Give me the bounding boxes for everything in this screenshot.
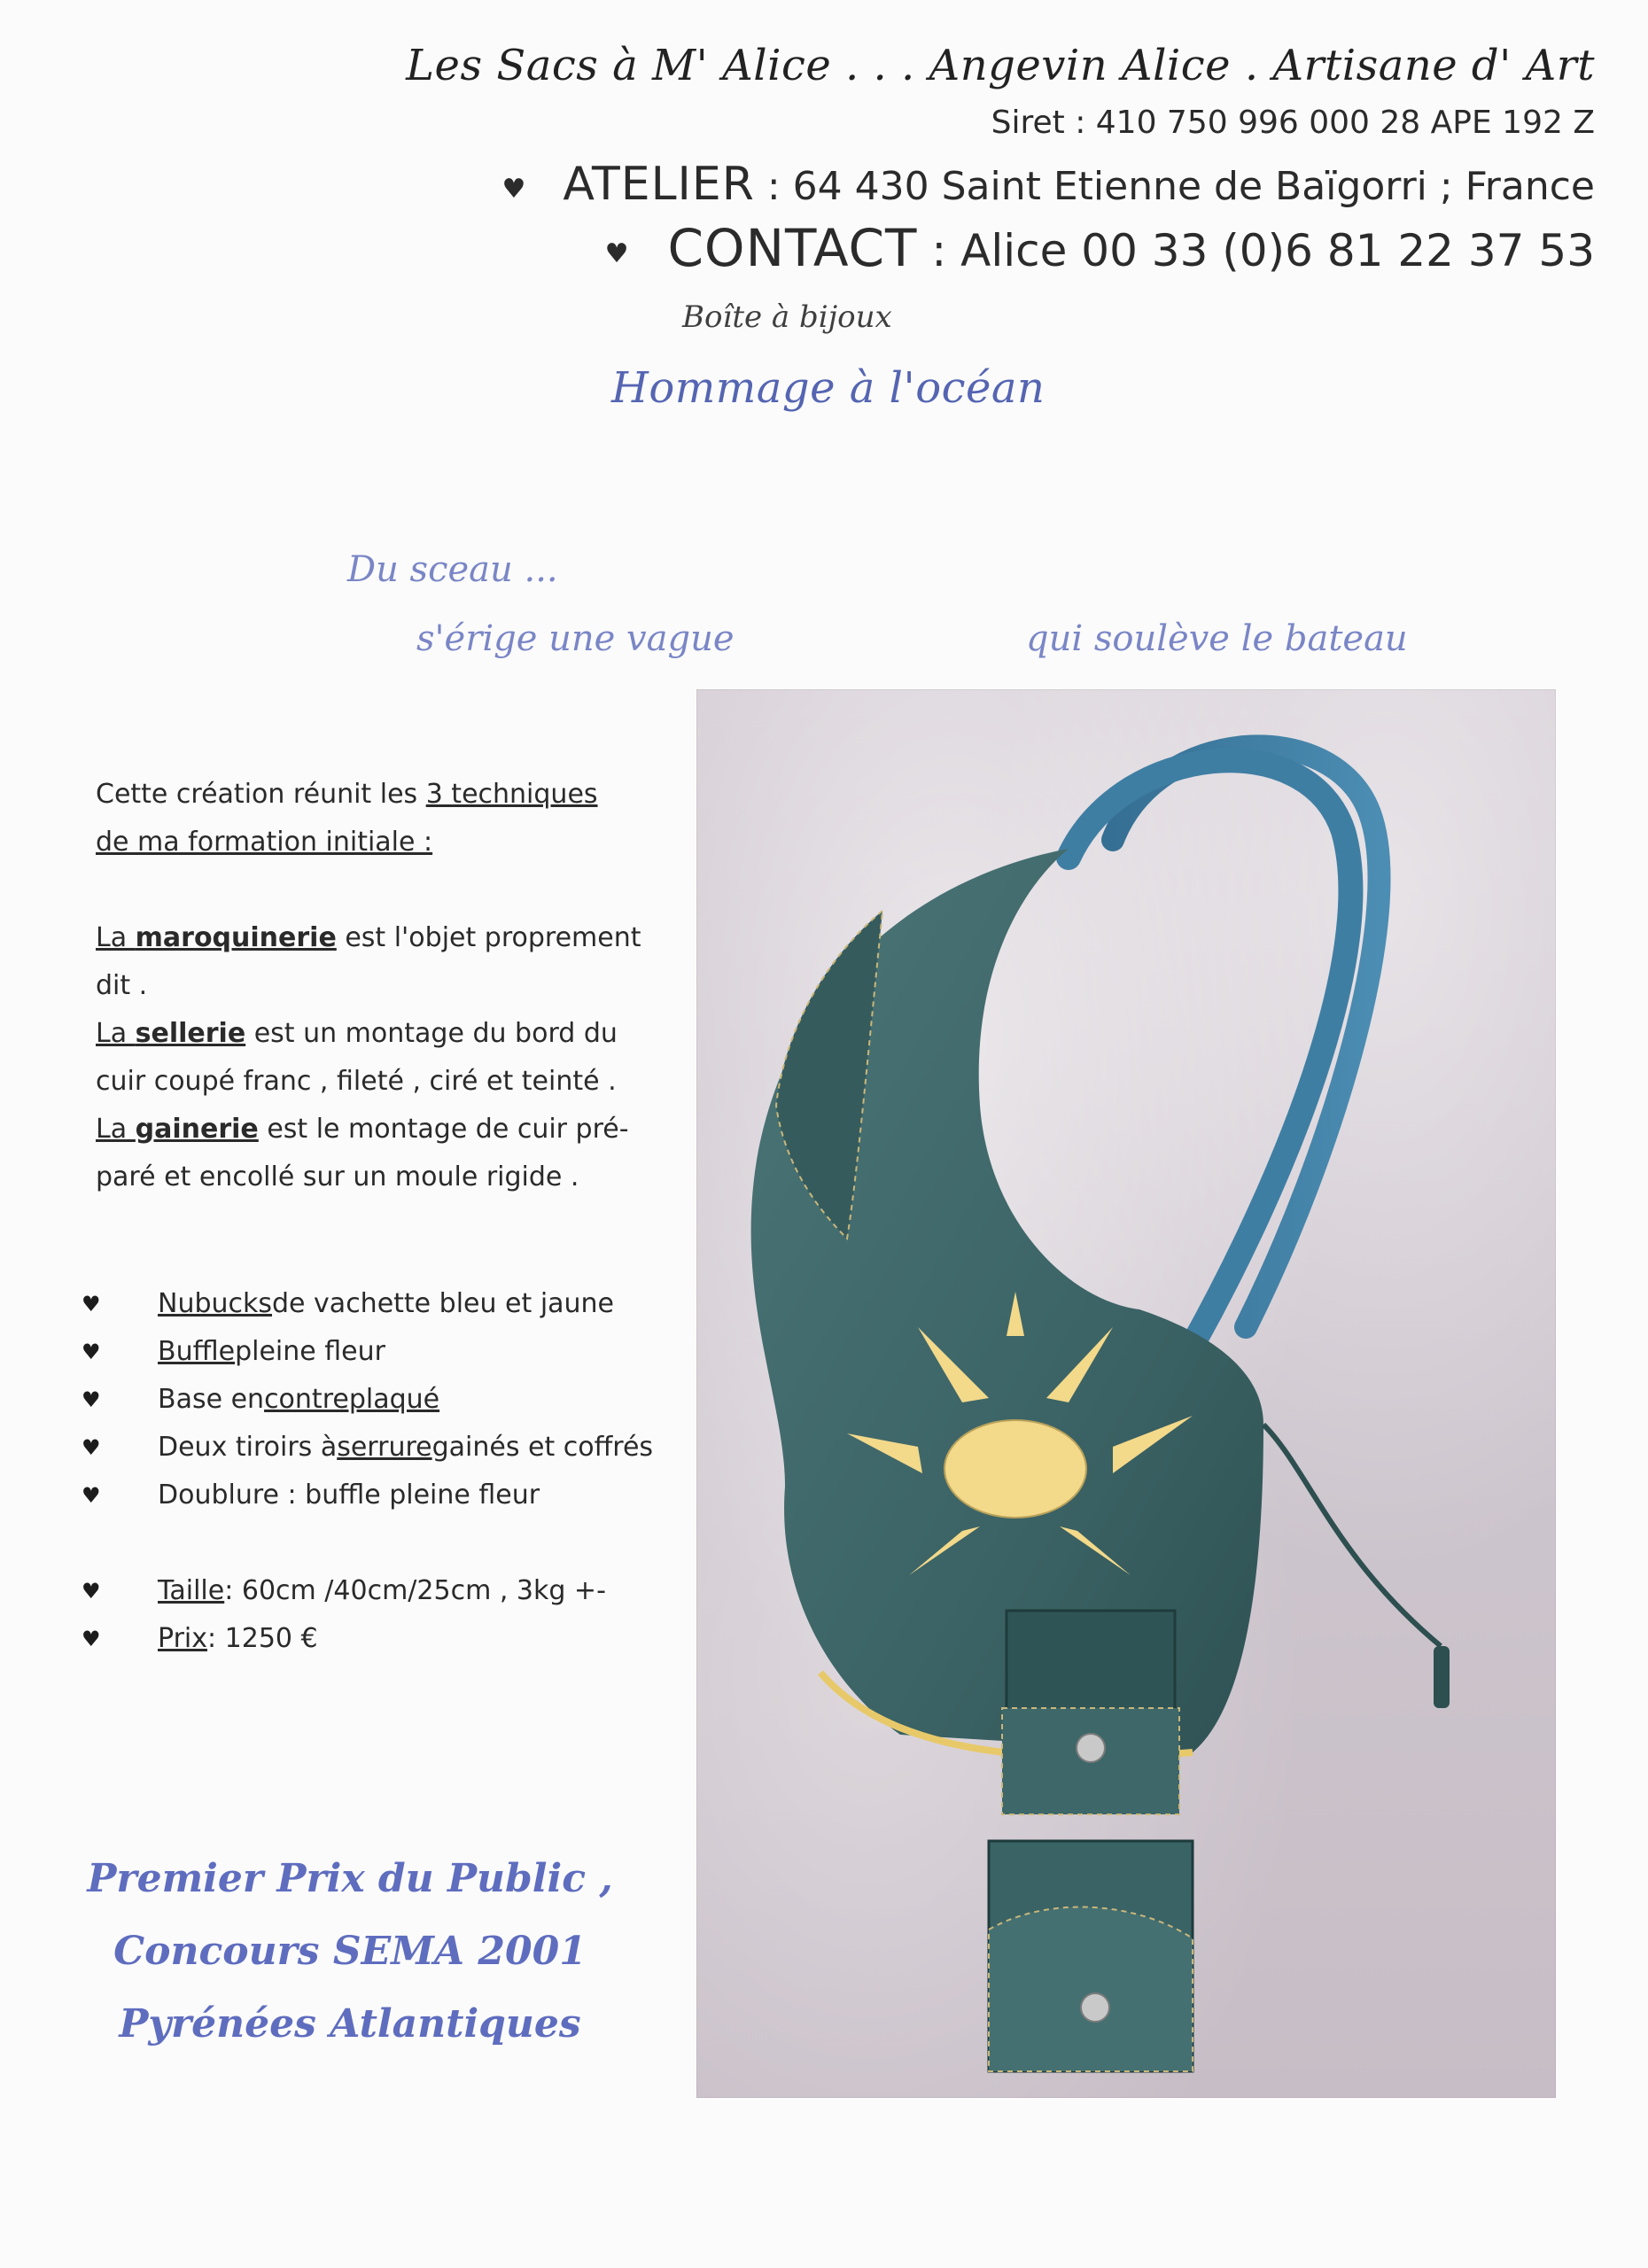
- award-line-1: Premier Prix du Public ,: [87, 1856, 613, 1901]
- intro-line-2: de ma formation initiale :: [96, 827, 433, 858]
- heart-bullet-icon: ♥: [501, 173, 526, 205]
- product-category: Boîte à bijoux: [682, 299, 892, 335]
- list-item: ♥ Nubucks de vachette bleu et jaune: [82, 1280, 653, 1328]
- contact-label: CONTACT: [667, 218, 918, 278]
- zipper-pull-icon: [1434, 1646, 1450, 1708]
- contact-phone: : Alice 00 33 (0)6 81 22 37 53: [931, 225, 1595, 276]
- price-spec: ♥ Prix : 1250 €: [82, 1615, 653, 1663]
- heart-bullet-icon: ♥: [82, 1387, 101, 1412]
- heart-bullet-icon: ♥: [82, 1483, 101, 1508]
- sellerie-term: sellerie: [135, 1018, 246, 1049]
- maroquinerie-line: La maroquinerie est l'objet proprement: [96, 922, 641, 953]
- intro-line-1: Cette création réunit les 3 techniques: [96, 779, 598, 810]
- list-item: ♥ Doublure : buffle pleine fleur: [82, 1472, 653, 1519]
- bag-side-seam: [1263, 1425, 1441, 1646]
- lower-drawer: [989, 1841, 1193, 2071]
- poem-line-3: qui soulève le bateau: [1026, 618, 1408, 659]
- heart-bullet-icon: ♥: [82, 1435, 101, 1460]
- heart-bullet-icon: ♥: [604, 238, 629, 269]
- materials-list: [82, 1280, 653, 1663]
- contact-line: [605, 218, 1595, 278]
- list-item: ♥ Deux tiroirs à serrure gainés et coffrés: [82, 1424, 653, 1472]
- gainerie-line: La gainerie est le montage de cuir pré-: [96, 1114, 629, 1145]
- siret-line: Siret : 410 750 996 000 28 APE 192 Z: [991, 105, 1595, 141]
- poem-line-1: Du sceau ...: [347, 549, 558, 590]
- gainerie-term: gainerie: [135, 1114, 259, 1145]
- atelier-address: : 64 430 Saint Etienne de Baïgorri ; France: [766, 164, 1595, 209]
- award-line-2: Concours SEMA 2001: [113, 1929, 587, 1974]
- product-photo: [696, 689, 1556, 2098]
- award-block: [62, 1843, 638, 2061]
- maroquinerie-term: maroquinerie: [135, 922, 337, 953]
- header-title: Les Sacs à M' Alice . . . Angevin Alice . Artisane d' Art: [406, 41, 1595, 90]
- description-block: Cette création réunit les 3 techniques de ma formation initiale : La maroquinerie est l'objet proprement dit . La sellerie est un montage du bord du cuir coupé franc , fileté , ciré et teinté . La gainerie est le montage de cuir pré- paré et encollé sur un moule rigide .: [96, 771, 645, 1201]
- techniques-highlight: 3 techniques: [425, 779, 598, 810]
- atelier-label: ATELIER: [563, 158, 755, 211]
- heart-bullet-icon: ♥: [82, 1292, 101, 1317]
- atelier-line: [502, 158, 1595, 211]
- lock-icon: [1081, 1993, 1109, 2022]
- lock-icon: [1077, 1734, 1105, 1762]
- list-item: ♥ Buffle pleine fleur: [82, 1328, 653, 1376]
- poem-line-2: s'érige une vague: [416, 618, 735, 659]
- sellerie-line: La sellerie est un montage du bord du: [96, 1018, 618, 1049]
- size-spec: ♥ Taille : 60cm /40cm/25cm , 3kg +-: [82, 1567, 653, 1615]
- upper-drawer: [1002, 1611, 1179, 1814]
- heart-bullet-icon: ♥: [82, 1579, 101, 1604]
- heart-bullet-icon: ♥: [82, 1340, 101, 1364]
- bag-illustration: [696, 689, 1556, 2098]
- product-name: Hommage à l'océan: [611, 363, 1046, 413]
- heart-bullet-icon: ♥: [82, 1627, 101, 1651]
- award-line-3: Pyrénées Atlantiques: [119, 2001, 581, 2047]
- list-item: ♥ Base en contreplaqué: [82, 1376, 653, 1424]
